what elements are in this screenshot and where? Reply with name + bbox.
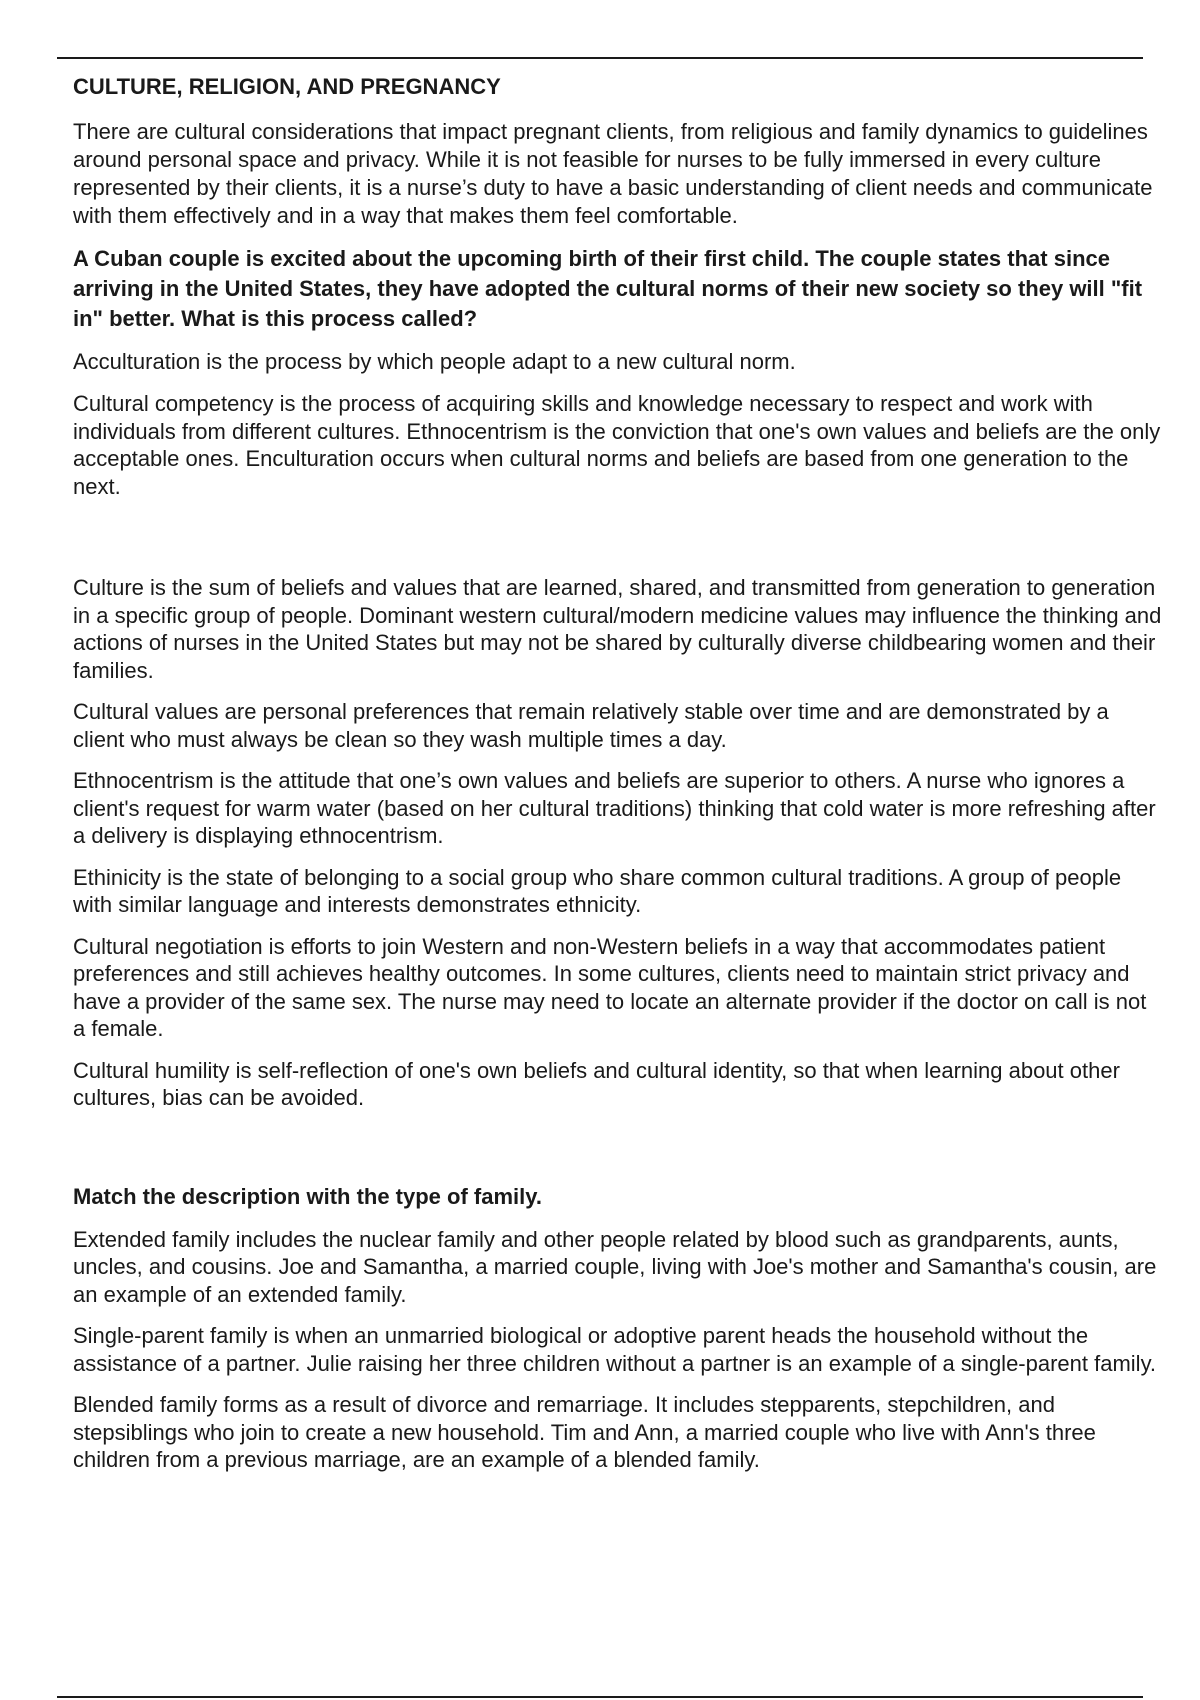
- family-extended: Extended family includes the nuclear family and other people related by blood such as grandparents, aunts, uncles, and cousins. Joe and Samantha, a married couple, living with Joe's mother and Samantha's cousin, are an example of an extended family.: [73, 1226, 1157, 1307]
- intro-paragraph: There are cultural considerations that impact pregnant clients, from religious and family dynamics to guidelines around personal space and privacy. While it is not feasible for nurses to be fully immersed in every culture represented by their clients, it is a nurse’s duty to have a basic understanding of client needs and communicate with them effectively and in a way that makes them feel comfortable.: [73, 119, 1153, 228]
- definition-cultural-values: Cultural values are personal preferences that remain relatively stable over time and are demonstrated by a client who must always be clean so they wash multiple times a day.: [73, 699, 1109, 752]
- section-spacer: [73, 514, 1163, 574]
- definition-cultural-humility: Cultural humility is self-reflection of one's own beliefs and cultural identity, so that when learning about other cultures, bias can be avoided.: [73, 1057, 1120, 1110]
- family-single-parent: Single-parent family is when an unmarried biological or adoptive parent heads the household without the assistance of a partner. Julie raising her three children without a partner is an example of a single-parent family.: [73, 1323, 1157, 1376]
- question-family-types: Match the description with the type of family.: [73, 1183, 542, 1209]
- page-title: CULTURE, RELIGION, AND PREGNANCY: [73, 74, 501, 99]
- explanation-acculturation: Cultural competency is the process of acquiring skills and knowledge necessary to respect and work with individuals from different cultures. Ethnocentrism is the conviction that one's own values and beliefs are the only acceptable ones. Enculturation occurs when cultural norms and beliefs are based from one generation to the next.: [73, 391, 1161, 499]
- question-acculturation: A Cuban couple is excited about the upcoming birth of their first child. The couple states that since arriving in the United States, they have adopted the cultural norms of their new society so they will "fit in" better. What is this process called?: [73, 246, 1143, 331]
- section-spacer: [73, 1126, 1163, 1182]
- document-body: [73, 73, 1163, 1488]
- family-blended: Blended family forms as a result of divorce and remarriage. It includes stepparents, stepchildren, and stepsiblings who join to create a new household. Tim and Ann, a married couple who live with Ann's three children from a previous marriage, are an example of a blended family.: [73, 1392, 1096, 1472]
- definition-ethnocentrism: Ethnocentrism is the attitude that one’s own values and beliefs are superior to others. A nurse who ignores a client's request for warm water (based on her cultural traditions) thinking that cold water is more refreshing after a delivery is displaying ethnocentrism.: [73, 768, 1156, 848]
- definition-cultural-negotiation: Cultural negotiation is efforts to join Western and non-Western beliefs in a way that accommodates patient preferences and still achieves healthy outcomes. In some cultures, clients need to maintain strict privacy and have a provider of the same sex. The nurse may need to locate an alternate provider if the doctor on call is not a female.: [73, 933, 1147, 1041]
- definition-culture: Culture is the sum of beliefs and values that are learned, shared, and transmitted from generation to generation in a specific group of people. Dominant western cultural/modern medicine values may influence the thinking and actions of nurses in the United States but may not be shared by culturally diverse childbearing women and their families.: [73, 575, 1162, 683]
- bottom-rule: [57, 1696, 1143, 1698]
- definition-ethnicity: Ethinicity is the state of belonging to a social group who share common cultural traditions. A group of people with similar language and interests demonstrates ethnicity.: [73, 864, 1122, 917]
- answer-acculturation: Acculturation is the process by which people adapt to a new cultural norm.: [73, 349, 796, 374]
- top-rule: [57, 57, 1143, 59]
